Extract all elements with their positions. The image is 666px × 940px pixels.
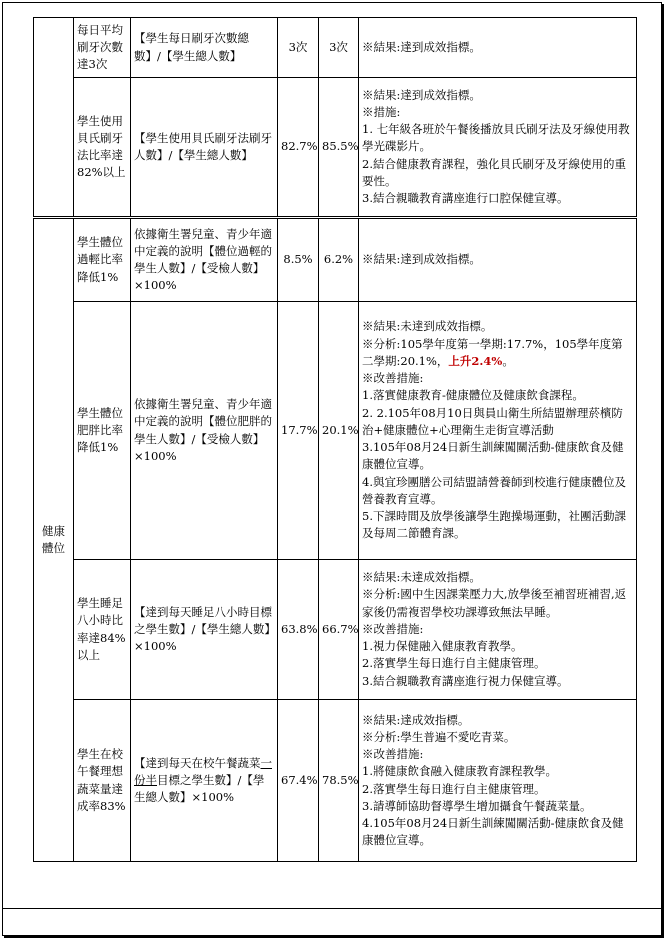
formula-text: 目標之學生數】/【學生總人數】×100%: [134, 772, 265, 805]
current-value: 20.1%: [319, 302, 359, 560]
table-row: [34, 302, 637, 560]
baseline-value: 63.8%: [278, 560, 319, 700]
result-line: 3.請導師協助督導學生增加攝食午餐蔬菜量。: [362, 798, 592, 813]
indicator-item: 學生體位肥胖比率降低1%: [74, 302, 131, 560]
result-line: ※措施:: [362, 104, 401, 119]
result-line: 2.結合健康教育課程，強化貝氏刷牙及牙線使用的重要性。: [362, 156, 626, 188]
current-value: 3次: [319, 18, 359, 78]
indicator-formula: 依據衛生署兒童、青少年適中定義的說明【體位肥胖的學生人數】/【受檢人數】×100%: [131, 302, 278, 560]
indicator-table: [33, 17, 637, 862]
table-row: [34, 700, 637, 862]
result-cell: [359, 78, 637, 218]
indicator-formula: [131, 700, 278, 862]
category-cell-empty: [34, 18, 74, 218]
result-line: 3.105年08月24日新生訓練闖關活動-健康飲食及健康體位宣導。: [362, 440, 624, 472]
indicator-item: 學生體位過輕比率降低1%: [74, 218, 131, 302]
indicator-formula: 【學生每日刷牙次數總數】/【學生總人數】: [131, 18, 278, 78]
analysis-line: [362, 336, 633, 371]
indicator-item: 每日平均刷牙次數達3次: [74, 18, 131, 78]
indicator-formula: 依據衛生署兒童、青少年適中定義的說明【體位過輕的學生人數】/【受檢人數】×100%: [131, 218, 278, 302]
formula-underlined: 一份半: [134, 755, 272, 787]
analysis-text: ※分析:105學年度第一學期:17.7%，105學年度第二學期:20.1%，: [362, 336, 623, 368]
result-cell: [359, 218, 637, 302]
analysis-end: 。: [502, 353, 514, 368]
table-row: [34, 78, 637, 218]
table-row: [34, 218, 637, 302]
result-line: 1.視力保健融入健康教育教學。: [362, 639, 523, 654]
baseline-value: 82.7%: [278, 78, 319, 218]
indicator-item: 學生睡足八小時比率達84%以上: [74, 560, 131, 700]
current-value: 85.5%: [319, 78, 359, 218]
baseline-value: 17.7%: [278, 302, 319, 560]
indicator-item: 學生在校午餐理想蔬菜量達成率83%: [74, 700, 131, 862]
result-line: 4.與宜珍團膳公司結盟請營養師到校進行健康體位及營養教育宣導。: [362, 474, 626, 506]
result-line: ※結果:達成效指標。: [362, 712, 470, 727]
formula-text: 【達到每天在校午餐蔬菜: [134, 755, 261, 770]
result-line: ※改善措施:: [362, 747, 424, 761]
result-line: 1. 七年級各班於午餐後播放貝氏刷牙法及牙線使用教學光碟影片。: [362, 122, 630, 154]
table-row: [34, 18, 637, 78]
indicator-item: 學生使用貝氏刷牙法比率達82%以上: [74, 78, 131, 218]
result-line: ※結果:未達到成效指標。: [362, 319, 493, 334]
category-cell: 健康體位: [34, 218, 74, 862]
indicator-formula: 【學生使用貝氏刷牙法刷牙人數】/【學生總人數】: [131, 78, 278, 218]
result-line: 4.105年08月24日新生訓練闖關活動-健康飲食及健康體位宣導。: [362, 816, 624, 848]
result-line: ※結果:未達成效指標。: [362, 570, 481, 585]
result-line: 3.結合親職教育講座進行視力保健宣導。: [362, 673, 569, 688]
result-line: ※分析:國中生因課業壓力大,放學後至補習班補習,返家後仍需複習學校功課導致無法早睡。: [362, 587, 627, 619]
indicator-formula: 【達到每天睡足八小時目標之學生數】/【學生總人數】×100%: [131, 560, 278, 700]
result-cell: [359, 700, 637, 862]
result-line: 2. 2.105年08月10日與員山衛生所結盟辦理菸檳防治+健康體位+心理衛生走街宣導活動: [362, 405, 623, 437]
result-cell: [359, 560, 637, 700]
baseline-value: 67.4%: [278, 700, 319, 862]
result-line: ※結果:達到成效指標。: [362, 39, 481, 54]
analysis-highlight: 上升2.4%: [448, 353, 503, 368]
result-line: 1.將健康飲食融入健康教育課程教學。: [362, 764, 557, 779]
result-line: ※結果:達到成效指標。: [362, 252, 481, 267]
result-line: ※改善措施:: [362, 621, 424, 636]
baseline-value: 3次: [278, 18, 319, 78]
result-line: 5.下課時間及放學後讓學生跑操場運動，社團活動課及每周二節體育課。: [362, 509, 626, 541]
footer-divider: [2, 908, 662, 909]
result-line: 3.結合親職教育講座進行口腔保健宣導。: [362, 191, 569, 206]
table-row: [34, 560, 637, 700]
current-value: 6.2%: [319, 218, 359, 302]
current-value: 66.7%: [319, 560, 359, 700]
current-value: 78.5%: [319, 700, 359, 862]
result-cell: [359, 302, 637, 560]
result-line: 1.落實健康教育-健康體位及健康飲食課程。: [362, 388, 584, 403]
result-line: ※改善措施:: [362, 371, 424, 386]
result-line: 2.落實學生每日進行自主健康管理。: [362, 781, 546, 796]
baseline-value: 8.5%: [278, 218, 319, 302]
result-line: ※結果:達到成效指標。: [362, 87, 481, 102]
result-line: ※分析:學生普遍不愛吃青菜。: [362, 729, 516, 744]
result-line: 2.落實學生每日進行自主健康管理。: [362, 656, 546, 671]
result-cell: [359, 18, 637, 78]
